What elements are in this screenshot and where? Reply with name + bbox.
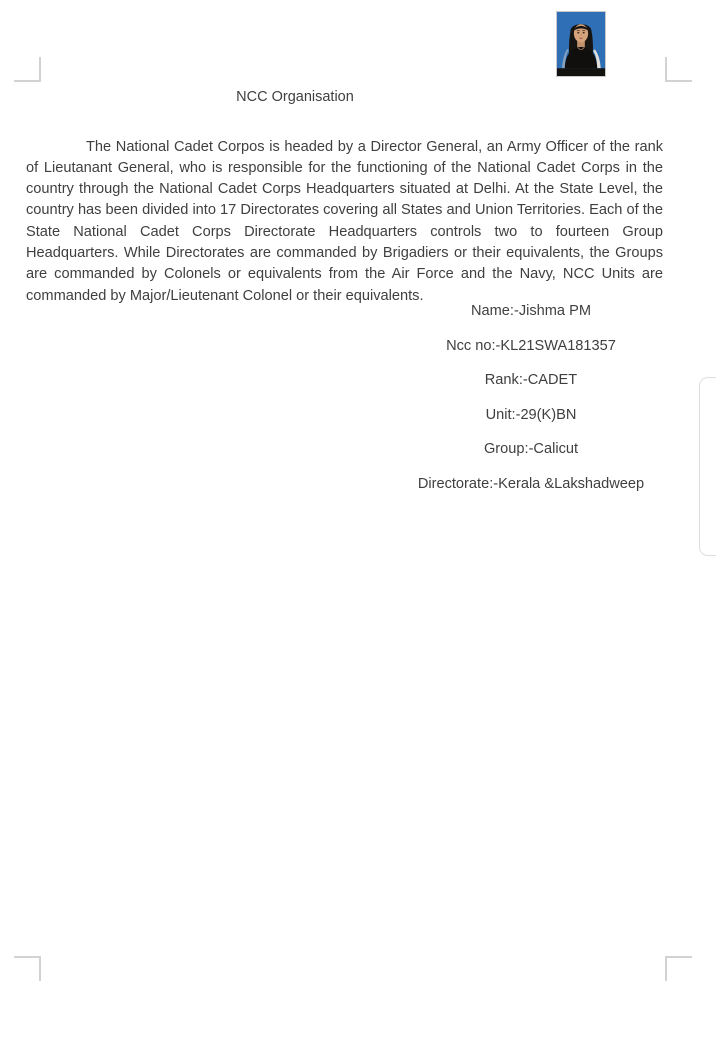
detail-line-directorate: Directorate:-Kerala &Lakshadweep — [417, 475, 645, 492]
page-title: NCC Organisation — [236, 89, 354, 105]
crop-mark-vertical-line — [39, 956, 41, 981]
detail-line-ncc-no: Ncc no:-KL21SWA181357 — [446, 337, 616, 354]
detail-line-unit: Unit:-29(K)BN — [485, 406, 577, 423]
crop-mark-top-right — [665, 57, 692, 82]
crop-mark-vertical-line — [39, 57, 41, 82]
crop-mark-bottom-left — [14, 956, 41, 981]
detail-line-name: Name:-Jishma PM — [470, 303, 591, 319]
detail-line-group: Group:-Calicut — [483, 441, 579, 458]
cadet-details-block — [231, 303, 719, 511]
crop-mark-horizontal-line — [14, 80, 41, 82]
body-paragraph: The National Cadet Corpos is headed by a Director General, an Army Officer of the rank of Lieutanant General, who is responsible for the functioning of the National Cadet Corps in the country through the National Cadet Corps Headquarters situated at Delhi. At the State Level, the country has been divided into 17 Directorates covering all States and Union Territories. Each of the State National Cadet Corps Directorate Headquarters controls two to fourteen Group Headquarters. While Directorates are commanded by Brigadiers or their equivalents, the Groups are commanded by Colonels or equivalents from the Air Force and the Navy, NCC Units are commanded by Major/Lieutenant Colonel or their equivalents. — [26, 138, 663, 304]
passport-photo-image — [557, 12, 605, 76]
crop-mark-vertical-line — [665, 57, 667, 82]
crop-mark-horizontal-line — [665, 956, 692, 958]
crop-mark-bottom-right — [665, 956, 692, 981]
passport-photo[interactable] — [556, 11, 606, 77]
crop-mark-horizontal-line — [665, 80, 692, 82]
scrollbar-thumb[interactable] — [699, 377, 716, 556]
crop-mark-top-left — [14, 57, 41, 82]
crop-mark-horizontal-line — [14, 956, 41, 958]
detail-line-rank: Rank:-CADET — [484, 372, 578, 389]
crop-mark-vertical-line — [665, 956, 667, 981]
vertical-scrollbar[interactable] — [703, 0, 719, 1045]
